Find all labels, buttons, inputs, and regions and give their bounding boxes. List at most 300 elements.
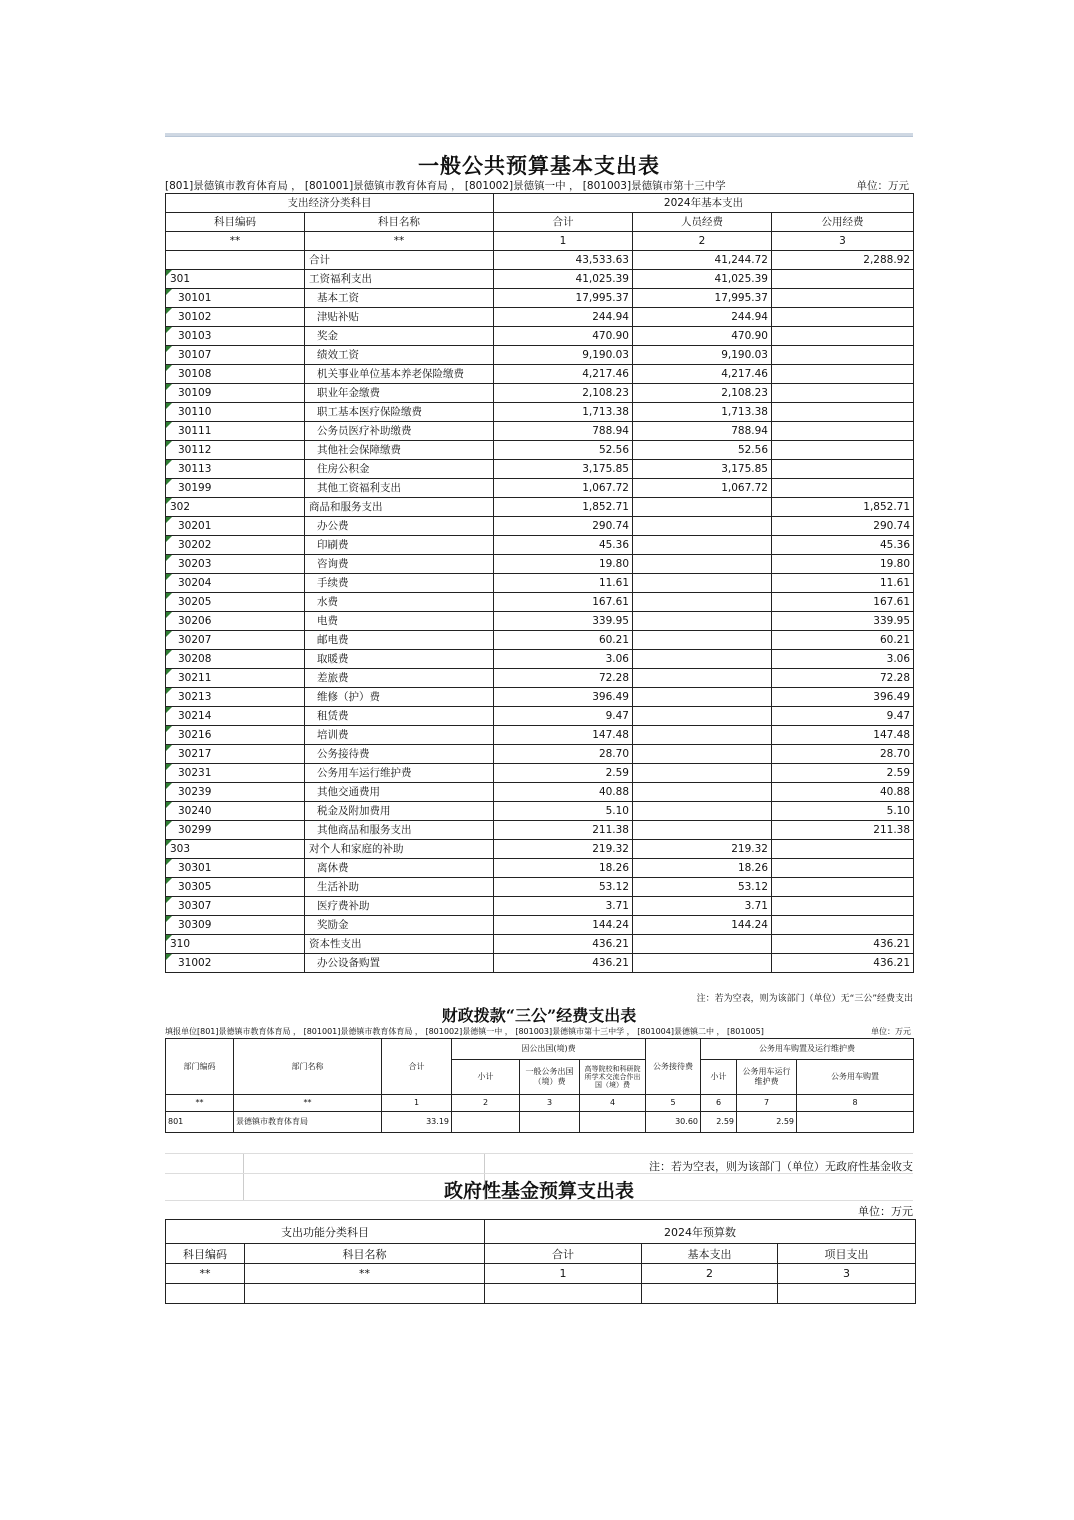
cell-code: 30110 [166, 403, 305, 422]
cell-code: 30204 [166, 574, 305, 593]
cell-personnel [633, 688, 772, 707]
table-row [166, 479, 914, 498]
header-code: 科目编码 [166, 213, 305, 232]
cell-code: 30108 [166, 365, 305, 384]
cell-name: 合计 [305, 251, 494, 270]
cell-code: 30101 [166, 289, 305, 308]
cell-total: 41,025.39 [494, 270, 633, 289]
cell-total: 45.36 [494, 536, 633, 555]
t3-header-code: 科目编码 [166, 1244, 245, 1264]
general-budget-basic-expenditure-table [165, 193, 914, 973]
cell-public [772, 840, 914, 859]
t3-index-name: ** [245, 1264, 485, 1284]
cell-name: 津贴补贴 [305, 308, 494, 327]
cell-personnel [633, 935, 772, 954]
t2-header-dept-code: 部门编码 [166, 1039, 234, 1095]
cell-code [166, 251, 305, 270]
cell-name: 机关事业单位基本养老保险缴费 [305, 365, 494, 384]
t2-index: 8 [797, 1095, 914, 1112]
cell-name: 绩效工资 [305, 346, 494, 365]
cell-public [772, 270, 914, 289]
cell-public [772, 289, 914, 308]
table-row [166, 840, 914, 859]
cell-code: 30206 [166, 612, 305, 631]
cell-public: 19.80 [772, 555, 914, 574]
cell-total: 53.12 [494, 878, 633, 897]
cell-public: 2.59 [772, 764, 914, 783]
t2-index: 3 [520, 1095, 580, 1112]
cell-public [772, 346, 914, 365]
cell-name: 工资福利支出 [305, 270, 494, 289]
t3-empty-cell [778, 1284, 916, 1304]
cell-code: 30109 [166, 384, 305, 403]
cell-public: 396.49 [772, 688, 914, 707]
t3-index-basic: 2 [642, 1264, 778, 1284]
table-row [166, 365, 914, 384]
cell-code: 30309 [166, 916, 305, 935]
header-name: 科目名称 [305, 213, 494, 232]
cell-public [772, 308, 914, 327]
t3-header-group-right: 2024年预算数 [485, 1220, 916, 1244]
t2-header-total: 合计 [382, 1039, 452, 1095]
cell-code: 30107 [166, 346, 305, 365]
cell-code: 30299 [166, 821, 305, 840]
table-row [166, 707, 914, 726]
cell-public [772, 897, 914, 916]
table1-units-line: [801]景德镇市教育体育局 ， [801001]景德镇市教育体育局 ， [801002]景德镇一中 ， [801003]景德镇市第十三中学 [165, 180, 726, 192]
cell-name: 印刷费 [305, 536, 494, 555]
cell-public: 40.88 [772, 783, 914, 802]
cell-personnel [633, 802, 772, 821]
cell-personnel: 4,217.46 [633, 365, 772, 384]
table3-title: 政府性基金预算支出表 [443, 1180, 634, 1202]
cell-code: 30216 [166, 726, 305, 745]
cell-personnel [633, 764, 772, 783]
cell-code: 301 [166, 270, 305, 289]
cell-personnel: 470.90 [633, 327, 772, 346]
cell-name: 职工基本医疗保险缴费 [305, 403, 494, 422]
table1-meta [165, 178, 913, 193]
cell-total: 40.88 [494, 783, 633, 802]
cell-total: 3.71 [494, 897, 633, 916]
cell-public [772, 859, 914, 878]
cell-personnel [633, 612, 772, 631]
cell-personnel: 1,713.38 [633, 403, 772, 422]
cell-code: 30231 [166, 764, 305, 783]
table-row [166, 916, 914, 935]
table2-unit-label: 单位：万元 [867, 1026, 911, 1037]
cell-name: 公务接待费 [305, 745, 494, 764]
cell-public [772, 460, 914, 479]
cell-public [772, 365, 914, 384]
t3-empty-cell [166, 1284, 245, 1304]
cell-personnel [633, 555, 772, 574]
cell-personnel: 3,175.85 [633, 460, 772, 479]
cell-total: 52.56 [494, 441, 633, 460]
cell-public: 2,288.92 [772, 251, 914, 270]
cell-personnel [633, 726, 772, 745]
table-row [166, 555, 914, 574]
cell-personnel [633, 517, 772, 536]
cell-code: 30113 [166, 460, 305, 479]
cell-code: 302 [166, 498, 305, 517]
cell-personnel: 219.32 [633, 840, 772, 859]
cell-public: 72.28 [772, 669, 914, 688]
table-row [166, 536, 914, 555]
cell-personnel: 788.94 [633, 422, 772, 441]
cell-personnel [633, 707, 772, 726]
t2-index: ** [166, 1095, 234, 1112]
cell-personnel [633, 498, 772, 517]
table-row [166, 593, 914, 612]
table-row [166, 954, 914, 973]
cell-public [772, 441, 914, 460]
cell-code: 30201 [166, 517, 305, 536]
cell-total: 1,852.71 [494, 498, 633, 517]
gov-fund-budget-expenditure-table [165, 1219, 916, 1304]
cell-code: 30211 [166, 669, 305, 688]
t3-header-project: 项目支出 [778, 1244, 916, 1264]
cell-personnel [633, 650, 772, 669]
cell-total: 5.10 [494, 802, 633, 821]
cell-public: 436.21 [772, 935, 914, 954]
t2-cell-car-purchase [797, 1112, 914, 1133]
cell-public: 290.74 [772, 517, 914, 536]
cell-code: 30103 [166, 327, 305, 346]
t3-header-basic: 基本支出 [642, 1244, 778, 1264]
table-row [166, 346, 914, 365]
cell-total: 244.94 [494, 308, 633, 327]
cell-total: 17,995.37 [494, 289, 633, 308]
table-row [166, 517, 914, 536]
cell-name: 对个人和家庭的补助 [305, 840, 494, 859]
cell-public: 339.95 [772, 612, 914, 631]
cell-personnel: 144.24 [633, 916, 772, 935]
t2-cell-car-running: 2.59 [737, 1112, 797, 1133]
t2-header-abroad-group: 因公出国(境)费 [452, 1039, 646, 1060]
table-row [166, 935, 914, 954]
cell-public [772, 878, 914, 897]
header-index-code: ** [166, 232, 305, 251]
table-row [166, 460, 914, 479]
cell-name: 住房公积金 [305, 460, 494, 479]
cell-total: 219.32 [494, 840, 633, 859]
cell-personnel: 244.94 [633, 308, 772, 327]
header-total: 合计 [494, 213, 633, 232]
cell-total: 211.38 [494, 821, 633, 840]
t2-header-dept-name: 部门名称 [234, 1039, 382, 1095]
cell-name: 公务员医疗补助缴费 [305, 422, 494, 441]
table-row [166, 574, 914, 593]
cell-public: 11.61 [772, 574, 914, 593]
cell-total: 2,108.23 [494, 384, 633, 403]
cell-code: 310 [166, 935, 305, 954]
t2-index: ** [234, 1095, 382, 1112]
cell-total: 396.49 [494, 688, 633, 707]
cell-name: 培训费 [305, 726, 494, 745]
cell-public: 28.70 [772, 745, 914, 764]
table-row [166, 802, 914, 821]
cell-code: 30239 [166, 783, 305, 802]
cell-name: 其他交通费用 [305, 783, 494, 802]
header-personnel: 人员经费 [633, 213, 772, 232]
cell-public: 5.10 [772, 802, 914, 821]
cell-name: 电费 [305, 612, 494, 631]
cell-public: 147.48 [772, 726, 914, 745]
cell-name: 办公费 [305, 517, 494, 536]
cell-name: 商品和服务支出 [305, 498, 494, 517]
cell-total: 18.26 [494, 859, 633, 878]
cell-personnel: 3.71 [633, 897, 772, 916]
table-row [166, 270, 914, 289]
table-row [166, 498, 914, 517]
cell-total: 43,533.63 [494, 251, 633, 270]
cell-total: 436.21 [494, 935, 633, 954]
t2-header-car-running: 公务用车运行维护费 [737, 1060, 797, 1095]
t2-cell-abroad-special [580, 1112, 646, 1133]
cell-personnel: 18.26 [633, 859, 772, 878]
cell-name: 职业年金缴费 [305, 384, 494, 403]
cell-personnel: 41,025.39 [633, 270, 772, 289]
t3-header-total: 合计 [485, 1244, 642, 1264]
cell-name: 咨询费 [305, 555, 494, 574]
cell-total: 339.95 [494, 612, 633, 631]
cell-public: 9.47 [772, 707, 914, 726]
table1-body [166, 251, 914, 973]
cell-public: 1,852.71 [772, 498, 914, 517]
table-row [166, 688, 914, 707]
t2-cell-total: 33.19 [382, 1112, 452, 1133]
cell-personnel [633, 783, 772, 802]
cell-name: 租赁费 [305, 707, 494, 726]
cell-public: 167.61 [772, 593, 914, 612]
cell-public: 436.21 [772, 954, 914, 973]
cell-personnel: 2,108.23 [633, 384, 772, 403]
cell-code: 30214 [166, 707, 305, 726]
cell-name: 邮电费 [305, 631, 494, 650]
cell-public: 45.36 [772, 536, 914, 555]
t3-index-code: ** [166, 1264, 245, 1284]
table-row [166, 897, 914, 916]
cell-total: 9.47 [494, 707, 633, 726]
table-row [166, 669, 914, 688]
cell-personnel: 1,067.72 [633, 479, 772, 498]
cell-name: 资本性支出 [305, 935, 494, 954]
cell-code: 30301 [166, 859, 305, 878]
cell-personnel: 41,244.72 [633, 251, 772, 270]
cell-public [772, 384, 914, 403]
t2-header-car-purchase: 公务用车购置 [797, 1060, 914, 1095]
cell-total: 11.61 [494, 574, 633, 593]
cell-total: 436.21 [494, 954, 633, 973]
t2-header-car-group: 公务用车购置及运行维护费 [701, 1039, 914, 1060]
table2-meta [165, 1026, 913, 1037]
t2-cell-abroad-subtotal [452, 1112, 520, 1133]
t2-index: 6 [701, 1095, 737, 1112]
cell-total: 2.59 [494, 764, 633, 783]
cell-code: 30202 [166, 536, 305, 555]
table2-note: 注：若为空表，则为该部门（单位）无“三公”经费支出 [696, 994, 913, 1004]
table-row [166, 289, 914, 308]
cell-code: 30111 [166, 422, 305, 441]
table-row [166, 764, 914, 783]
table-row [166, 403, 914, 422]
header-index-name: ** [305, 232, 494, 251]
cell-code: 30102 [166, 308, 305, 327]
cell-name: 其他工资福利支出 [305, 479, 494, 498]
header-index-public: 3 [772, 232, 914, 251]
table-row [166, 631, 914, 650]
table-row [166, 745, 914, 764]
cell-personnel: 52.56 [633, 441, 772, 460]
t2-header-abroad-general: 一般公务出国（境）费 [520, 1060, 580, 1095]
cell-personnel [633, 593, 772, 612]
cell-total: 9,190.03 [494, 346, 633, 365]
cell-personnel [633, 574, 772, 593]
cell-name: 生活补助 [305, 878, 494, 897]
table-row [166, 878, 914, 897]
cell-total: 28.70 [494, 745, 633, 764]
cell-name: 差旅费 [305, 669, 494, 688]
cell-total: 144.24 [494, 916, 633, 935]
table-row [166, 327, 914, 346]
table1-title: 一般公共预算基本支出表 [418, 153, 660, 178]
cell-name: 水费 [305, 593, 494, 612]
cell-public [772, 479, 914, 498]
cell-public: 60.21 [772, 631, 914, 650]
table-row [166, 441, 914, 460]
t3-index-total: 1 [485, 1264, 642, 1284]
cell-code: 30205 [166, 593, 305, 612]
cell-name: 办公设备购置 [305, 954, 494, 973]
cell-total: 1,067.72 [494, 479, 633, 498]
cell-total: 788.94 [494, 422, 633, 441]
cell-code: 30307 [166, 897, 305, 916]
cell-code: 30305 [166, 878, 305, 897]
table3-note: 注：若为空表，则为该部门（单位）无政府性基金收支 [649, 1160, 913, 1173]
cell-total: 3,175.85 [494, 460, 633, 479]
cell-name: 离休费 [305, 859, 494, 878]
t2-index: 5 [646, 1095, 701, 1112]
cell-name: 其他社会保障缴费 [305, 441, 494, 460]
table-row [166, 726, 914, 745]
cell-name: 维修（护）费 [305, 688, 494, 707]
t3-empty-cell [485, 1284, 642, 1304]
sheet-top-border [165, 133, 913, 137]
table-row [166, 821, 914, 840]
t3-index-project: 3 [778, 1264, 916, 1284]
cell-personnel [633, 745, 772, 764]
cell-name: 取暖费 [305, 650, 494, 669]
cell-total: 147.48 [494, 726, 633, 745]
table-row [166, 308, 914, 327]
cell-total: 4,217.46 [494, 365, 633, 384]
header-index-personnel: 2 [633, 232, 772, 251]
table2-title: 财政拨款“三公”经费支出表 [441, 1006, 637, 1025]
cell-public [772, 422, 914, 441]
cell-name: 公务用车运行维护费 [305, 764, 494, 783]
t2-index: 7 [737, 1095, 797, 1112]
t2-header-abroad-special: 高等院校和科研院所学术交流合作出国（境）费 [580, 1060, 646, 1095]
cell-personnel [633, 536, 772, 555]
table-row [166, 422, 914, 441]
cell-total: 72.28 [494, 669, 633, 688]
cell-total: 3.06 [494, 650, 633, 669]
header-group-left: 支出经济分类科目 [166, 194, 494, 213]
t2-cell-name: 景德镇市教育体育局 [234, 1112, 382, 1133]
header-public: 公用经费 [772, 213, 914, 232]
cell-code: 31002 [166, 954, 305, 973]
cell-personnel: 17,995.37 [633, 289, 772, 308]
cell-personnel [633, 954, 772, 973]
t2-header-reception: 公务接待费 [646, 1039, 701, 1095]
t2-header-abroad-subtotal: 小计 [452, 1060, 520, 1095]
table-row [166, 612, 914, 631]
cell-personnel: 53.12 [633, 878, 772, 897]
cell-total: 167.61 [494, 593, 633, 612]
table-row [166, 251, 914, 270]
t3-header-name: 科目名称 [245, 1244, 485, 1264]
cell-total: 470.90 [494, 327, 633, 346]
cell-personnel [633, 821, 772, 840]
t2-index: 4 [580, 1095, 646, 1112]
cell-public [772, 327, 914, 346]
table1-unit-label: 单位：万元 [856, 180, 909, 192]
cell-code: 30213 [166, 688, 305, 707]
t3-header-group-left: 支出功能分类科目 [166, 1220, 485, 1244]
cell-total: 1,713.38 [494, 403, 633, 422]
table-row [166, 1112, 914, 1133]
table-row [166, 859, 914, 878]
cell-personnel [633, 631, 772, 650]
cell-total: 290.74 [494, 517, 633, 536]
cell-total: 19.80 [494, 555, 633, 574]
cell-total: 60.21 [494, 631, 633, 650]
cell-personnel [633, 669, 772, 688]
t2-cell-abroad-general [520, 1112, 580, 1133]
table-row [166, 783, 914, 802]
cell-name: 医疗费补助 [305, 897, 494, 916]
t3-empty-cell [245, 1284, 485, 1304]
cell-code: 303 [166, 840, 305, 859]
t3-empty-cell [642, 1284, 778, 1304]
t2-cell-reception: 30.60 [646, 1112, 701, 1133]
t2-index: 2 [452, 1095, 520, 1112]
cell-name: 奖励金 [305, 916, 494, 935]
cell-public [772, 403, 914, 422]
t2-index: 1 [382, 1095, 452, 1112]
cell-name: 税金及附加费用 [305, 802, 494, 821]
cell-name: 其他商品和服务支出 [305, 821, 494, 840]
table3-unit-label: 单位：万元 [858, 1205, 913, 1218]
t2-cell-car-subtotal: 2.59 [701, 1112, 737, 1133]
cell-public [772, 916, 914, 935]
table-row [166, 1284, 916, 1304]
cell-personnel: 9,190.03 [633, 346, 772, 365]
table-row [166, 650, 914, 669]
header-group-right: 2024年基本支出 [494, 194, 914, 213]
cell-code: 30240 [166, 802, 305, 821]
cell-code: 30217 [166, 745, 305, 764]
cell-code: 30199 [166, 479, 305, 498]
cell-name: 基本工资 [305, 289, 494, 308]
cell-code: 30203 [166, 555, 305, 574]
cell-name: 手续费 [305, 574, 494, 593]
cell-code: 30207 [166, 631, 305, 650]
header-index-total: 1 [494, 232, 633, 251]
cell-code: 30208 [166, 650, 305, 669]
t2-cell-code: 801 [166, 1112, 234, 1133]
